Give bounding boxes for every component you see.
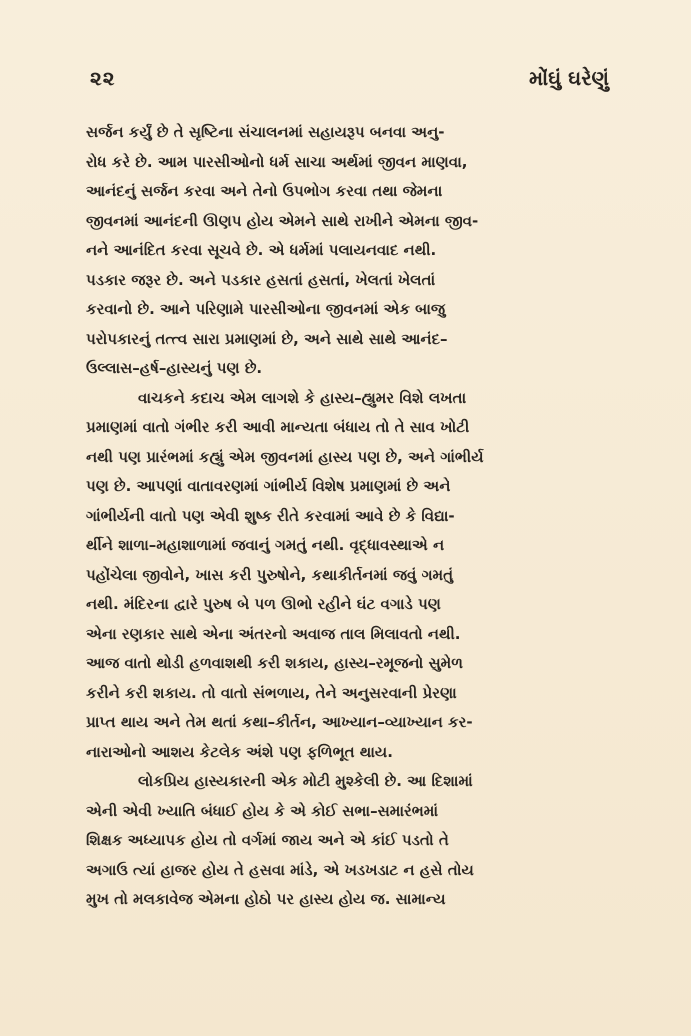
text-line: કરીને કરી શકાય. તો વાતો સંભળાય, તેને અનુસરવાની પ્રેરણા	[86, 683, 457, 702]
text-line: કરવાનો છે. આને પરિણામે પારસીઓના જીવનમાં એક બાજુ	[86, 300, 446, 318]
text-line: લોકપ્રિય હાસ્યકારની એક મોટી મુશ્કેલી છે. આ દિશામાં	[138, 772, 473, 790]
text-line: સર્જન કર્યું છે તે સૃષ્ટિના સંચાલનમાં સહાયરૂપ બનવા અનુ-	[86, 123, 445, 141]
page-header	[90, 64, 609, 92]
text-line: ગાંભીર્યની વાતો પણ એવી શુષ્ક રીતે કરવામાં આવે છે કે વિદ્યા-	[86, 506, 455, 525]
text-line: પડકાર જરૂર છે. અને પડકાર હસતાં હસતાં, ખેલતાં ખેલતાં	[86, 270, 436, 289]
text-line: જીવનમાં આનંદની ઊણપ હોય એમને સાથે રાખીને એમના જીવ-	[86, 211, 479, 230]
text-line: પણ છે. આપણાં વાતાવરણમાં ગાંભીર્ય વિશેષ પ્રમાણમાં છે અને	[86, 477, 451, 495]
running-title: મોંઘું ઘરેણું	[529, 66, 609, 90]
text-line: મુખ તો મલકાવેજ એમના હોઠો પર હાસ્ય હોય જ. સામાન્ય	[86, 890, 446, 908]
text-line: આજ વાતો થોડી હળવાશથી કરી શકાય, હાસ્ય–રમૂજનો સુમેળ	[86, 654, 463, 672]
paragraph-3	[86, 767, 620, 915]
text-line: એની એવી ખ્યાતિ બંધાઈ હોય કે એ કોઈ સભા–સમારંભમાં	[86, 801, 439, 820]
text-line: વાચકને કદાચ એમ લાગશે કે હાસ્ય–હ્યુમર વિશે લખતા	[138, 388, 467, 407]
text-line: રોધ કરે છે. આમ પારસીઓનો ધર્મ સાચા અર્થમાં જીવન માણવા,	[86, 152, 468, 171]
text-line: ઉલ્લાસ–હર્ષ–હાસ્યનું પણ છે.	[86, 359, 263, 377]
text-line: શિક્ષક અધ્યાપક હોય તો વર્ગમાં જાય અને એ કાંઈ પડતો તે	[86, 831, 449, 849]
text-line: ર્થીને શાળા–મહાશાળામાં જવાનું ગમતું નથી. વૃદ્ધાવસ્થાએ ન	[86, 536, 445, 554]
paragraph-1	[86, 118, 620, 384]
page-number: ૨૨	[90, 66, 116, 90]
paragraph-2	[86, 384, 620, 768]
text-line: આનંદનું સર્જન કરવા અને તેનો ઉપભોગ કરવા તથા જેમના	[86, 182, 443, 200]
text-line: અગાઉ ત્યાં હાજર હોય તે હસવા માંડે, એ ખડખડાટ ન હસે તોય	[86, 860, 474, 879]
text-line: નને આનંદિત કરવા સૂચવે છે. એ ધર્મમાં પલાયનવાદ નથી.	[86, 241, 437, 259]
text-line: પ્રાપ્ત થાય અને તેમ થતાં કથા–કીર્તન, આખ્યાન–વ્યાખ્યાન કર-	[86, 713, 473, 731]
text-line: પ્રમાણમાં વાતો ગંભીર કરી આવી માન્યતા બંધાય તો તે સાવ ખોટી	[86, 418, 470, 436]
text-line: નથી. મંદિરના દ્વારે પુરુષ બે પળ ઊભો રહીને ઘંટ વગાડે પણ	[86, 595, 441, 613]
text-line: એના રણકાર સાથે એના અંતરનો અવાજ તાલ મિલાવતો નથી.	[86, 624, 461, 643]
text-line: નારાઓનો આશય કેટલેક અંશે પણ ફળિભૂત થાય.	[86, 742, 393, 761]
text-line: પરોપકારનું તત્ત્વ સારા પ્રમાણમાં છે, અને સાથે સાથે આનંદ–	[86, 329, 448, 348]
text-line: પહોંચેલા જીવોને, ખાસ કરી પુરુષોને, કથાકીર્તનમાં જવું ગમતું	[86, 565, 454, 584]
text-line: નથી પણ પ્રારંભમાં કહ્યું એમ જીવનમાં હાસ્ય પણ છે, અને ગાંભીર્ય	[86, 447, 484, 466]
body-text	[86, 118, 620, 915]
